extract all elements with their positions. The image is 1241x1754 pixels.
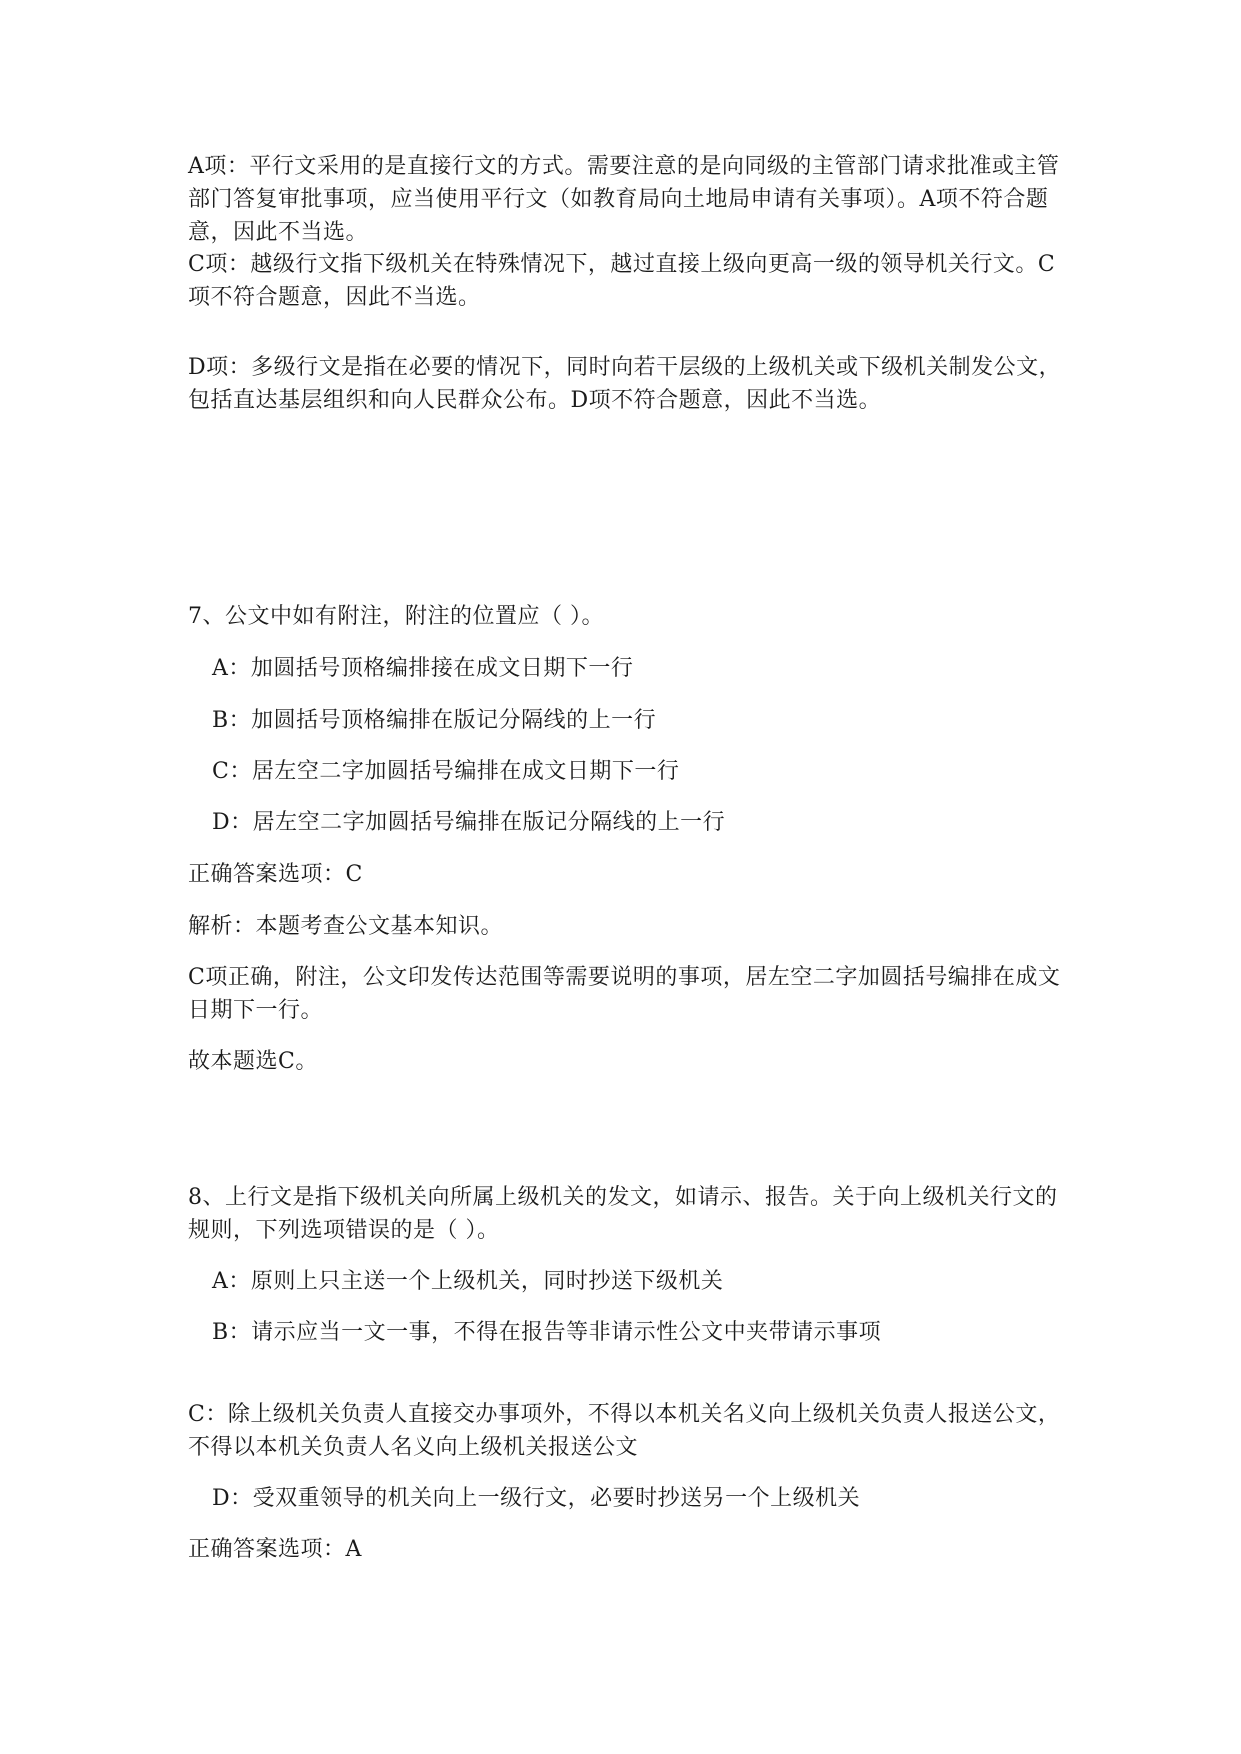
question-8-option-c: C：除上级机关负责人直接交办事项外，不得以本机关名义向上级机关负责人报送公文，不得以本机关负责人名义向上级机关报送公文 [188,1402,1061,1460]
question-8-option-a: A：原则上只主送一个上级机关，同时抄送下级机关 [212,1269,724,1294]
explanation-option-a: A项：平行文采用的是直接行文的方式。需要注意的是向同级的主管部门请求批准或主管部门答复审批事项，应当使用平行文（如教育局向土地局申请有关事项）。A项不符合题意，因此不当选。 [188,154,1060,245]
question-8-stem: 8、上行文是指下级机关向所属上级机关的发文，如请示、报告。关于向上级机关行文的规则，下列选项错误的是（ ）。 [188,1185,1058,1243]
question-7-analysis: 解析：本题考查公文基本知识。 [188,914,504,939]
question-7-option-c: C：居左空二字加圆括号编排在成文日期下一行 [212,759,680,784]
question-7-option-d: D：居左空二字加圆括号编排在版记分隔线的上一行 [212,810,726,835]
question-7-conclusion: 故本题选C。 [188,1049,318,1074]
question-8-option-d: D：受双重领导的机关向上一级行文，必要时抄送另一个上级机关 [212,1486,861,1511]
question-7-stem: 7、公文中如有附注，附注的位置应（ ）。 [188,604,604,629]
question-7-option-b: B：加圆括号顶格编排在版记分隔线的上一行 [212,708,657,733]
explanation-option-c: C项：越级行文指下级机关在特殊情况下，越过直接上级向更高一级的领导机关行文。C项不符合题意，因此不当选。 [188,252,1056,310]
question-8-answer: 正确答案选项：A [188,1537,362,1562]
explanation-option-d: D项：多级行文是指在必要的情况下，同时向若干层级的上级机关或下级机关制发公文，包括直达基层组织和向人民群众公布。D项不符合题意，因此不当选。 [188,355,1062,413]
question-8-option-b: B：请示应当一文一事，不得在报告等非请示性公文中夹带请示事项 [212,1320,882,1345]
question-7-answer: 正确答案选项：C [188,862,363,887]
question-7-detail: C项正确，附注，公文印发传达范围等需要说明的事项，居左空二字加圆括号编排在成文日期下一行。 [188,965,1061,1023]
question-7-option-a: A：加圆括号顶格编排接在成文日期下一行 [212,656,634,681]
